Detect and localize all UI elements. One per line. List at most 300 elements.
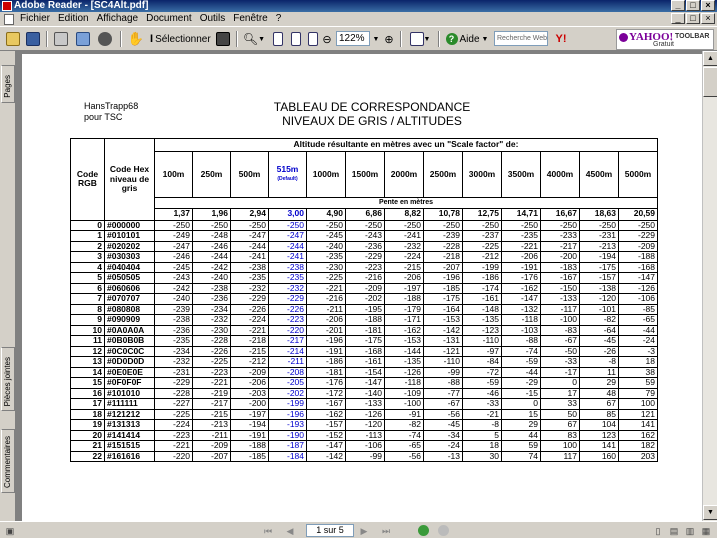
altitude-cell: -246 <box>193 241 231 252</box>
altitude-cell: -188 <box>346 315 385 326</box>
altitude-cell: -211 <box>307 304 346 315</box>
zoom-in-icon: ⊕ <box>384 33 394 46</box>
slope-value: 4,90 <box>307 208 346 220</box>
actual-size-button[interactable] <box>270 30 286 48</box>
scale-factor-label: 1000m <box>312 168 340 179</box>
hex-code-cell: #090909 <box>105 315 155 326</box>
altitude-cell: -74 <box>502 346 541 357</box>
document-icon[interactable] <box>4 14 14 25</box>
header-scale-factor <box>619 152 658 198</box>
altitude-cell: -135 <box>463 315 502 326</box>
altitude-cell: -199 <box>269 399 307 410</box>
chevron-down-icon: ▼ <box>423 35 431 43</box>
yahoo-search-button[interactable] <box>552 30 570 48</box>
title-line-1: TABLEAU DE CORRESPONDANCE <box>273 100 471 114</box>
zoom-out-button[interactable] <box>320 30 334 48</box>
altitude-cell: -65 <box>619 315 658 326</box>
altitude-cell: -101 <box>580 304 619 315</box>
altitude-cell: -235 <box>269 273 307 284</box>
altitude-cell: -243 <box>155 273 193 284</box>
table-row <box>71 336 658 347</box>
rgb-code-cell: 10 <box>71 325 105 336</box>
altitude-cell: -250 <box>580 220 619 231</box>
altitude-cell: 160 <box>580 451 619 462</box>
hex-code-cell: #0E0E0E <box>105 367 155 378</box>
altitude-cell: -106 <box>346 441 385 452</box>
title-line-2: NIVEAUX DE GRIS / ALTITUDES <box>282 114 462 128</box>
altitude-cell: -217 <box>269 336 307 347</box>
altitude-cell: -250 <box>231 220 269 231</box>
altitude-cell: 5 <box>463 430 502 441</box>
altitude-cell: 182 <box>619 441 658 452</box>
table-row <box>71 304 658 315</box>
altitude-cell: 141 <box>580 441 619 452</box>
rgb-code-cell: 2 <box>71 241 105 252</box>
altitude-cell: -229 <box>346 252 385 263</box>
header-scale-factor <box>231 152 269 198</box>
header-scale-factor <box>307 152 346 198</box>
open-button[interactable] <box>4 30 22 48</box>
hex-code-cell: #020202 <box>105 241 155 252</box>
header-code-hex: Code Hex niveau de gris <box>105 139 155 221</box>
scroll-down-button[interactable]: ▼ <box>703 505 717 520</box>
altitude-cell: -106 <box>619 294 658 305</box>
header-scale-factor <box>193 152 231 198</box>
altitude-cell: -113 <box>346 430 385 441</box>
altitude-cell: -191 <box>307 346 346 357</box>
go-back-icon[interactable] <box>418 525 429 536</box>
altitude-cell: 48 <box>580 388 619 399</box>
altitude-cell: -167 <box>307 399 346 410</box>
altitude-cell: -109 <box>385 388 424 399</box>
hex-code-cell: #0F0F0F <box>105 378 155 389</box>
scroll-up-button[interactable]: ▲ <box>703 51 717 66</box>
altitude-cell: -209 <box>193 441 231 452</box>
altitude-cell: -228 <box>155 388 193 399</box>
altitude-cell: -244 <box>269 241 307 252</box>
altitude-cell: -245 <box>155 262 193 273</box>
altitude-cell: -215 <box>193 409 231 420</box>
header-scale-factor <box>502 152 541 198</box>
altitude-cell: -230 <box>193 325 231 336</box>
altitude-cell: -45 <box>424 420 463 431</box>
header-row-span <box>71 139 658 152</box>
altitude-cell: -44 <box>619 325 658 336</box>
altitude-cell: -135 <box>385 357 424 368</box>
altitude-cell: -212 <box>463 252 502 263</box>
altitude-cell: 141 <box>619 420 658 431</box>
table-row <box>71 388 658 399</box>
rgb-code-cell: 14 <box>71 367 105 378</box>
altitude-cell: -213 <box>193 420 231 431</box>
author-block <box>84 101 138 123</box>
altitude-cell: 123 <box>580 430 619 441</box>
altitude-cell: -185 <box>424 283 463 294</box>
altitude-cell: -220 <box>269 325 307 336</box>
altitude-cell: -176 <box>307 378 346 389</box>
menu-fenetre[interactable]: Fenêtre <box>233 13 268 24</box>
altitude-cell: -232 <box>193 315 231 326</box>
altitude-cell: -97 <box>463 346 502 357</box>
altitude-cell: -202 <box>269 388 307 399</box>
altitude-cell: -148 <box>463 304 502 315</box>
altitude-cell: -231 <box>155 367 193 378</box>
altitude-cell: -240 <box>307 241 346 252</box>
web-search-input[interactable]: Recherche Web <box>494 31 548 46</box>
rgb-code-cell: 11 <box>71 336 105 347</box>
altitude-cell: -8 <box>580 357 619 368</box>
hex-code-cell: #121212 <box>105 409 155 420</box>
title-bar <box>0 0 717 12</box>
altitude-cell: 67 <box>541 420 580 431</box>
altitude-cell: -91 <box>385 409 424 420</box>
altitude-cell: -24 <box>424 441 463 452</box>
altitude-cell: -83 <box>541 325 580 336</box>
altitude-cell: -211 <box>193 430 231 441</box>
altitude-cell: -229 <box>231 294 269 305</box>
altitude-cell: -234 <box>193 304 231 315</box>
zoom-input[interactable]: 122% <box>336 31 370 46</box>
altitude-cell: -194 <box>580 252 619 263</box>
altitude-cell: -65 <box>385 441 424 452</box>
altitude-cell: -179 <box>385 304 424 315</box>
altitude-cell: -142 <box>424 325 463 336</box>
altitude-cell: -82 <box>385 420 424 431</box>
altitude-cell: -223 <box>155 430 193 441</box>
help-button[interactable] <box>444 30 490 48</box>
next-page-button[interactable]: ▶ <box>360 526 368 536</box>
hex-code-cell: #0C0C0C <box>105 346 155 357</box>
hex-code-cell: #060606 <box>105 283 155 294</box>
maximize-button[interactable]: □ <box>686 0 700 11</box>
altitude-cell: -21 <box>463 409 502 420</box>
rgb-code-cell: 5 <box>71 273 105 284</box>
zoom-out-icon: ⊖ <box>322 33 332 46</box>
altitude-cell: 59 <box>502 441 541 452</box>
altitude-cell: -220 <box>155 451 193 462</box>
altitude-cell: -133 <box>541 294 580 305</box>
single-page-view-icon[interactable]: ▯ <box>655 526 661 536</box>
table-row <box>71 346 658 357</box>
altitude-cell: 29 <box>580 378 619 389</box>
altitude-cell: -243 <box>346 231 385 242</box>
altitude-cell: -190 <box>269 430 307 441</box>
altitude-cell: -3 <box>619 346 658 357</box>
altitude-cell: -250 <box>155 220 193 231</box>
altitude-cell: -225 <box>463 241 502 252</box>
altitude-cell: -234 <box>155 346 193 357</box>
status-bar <box>0 521 717 538</box>
altitude-cell: -67 <box>424 399 463 410</box>
slope-value: 12,75 <box>463 208 502 220</box>
altitude-cell: -250 <box>463 220 502 231</box>
altitude-cell: -184 <box>269 451 307 462</box>
hand-tool-button[interactable] <box>126 30 146 48</box>
altitude-cell: -99 <box>424 367 463 378</box>
rgb-code-cell: 4 <box>71 262 105 273</box>
altitude-cell: -194 <box>231 420 269 431</box>
tab-attachments-label: Pièces jointes <box>3 356 12 406</box>
page-number-field[interactable]: 1 sur 5 <box>306 524 354 537</box>
altitude-cell: -226 <box>193 346 231 357</box>
altitude-cell: -164 <box>424 304 463 315</box>
altitude-cell: -235 <box>502 231 541 242</box>
tab-pages[interactable] <box>1 65 15 103</box>
altitude-cell: -33 <box>463 399 502 410</box>
altitude-cell: -15 <box>502 388 541 399</box>
fit-width-button[interactable] <box>306 30 320 48</box>
menu-affichage[interactable]: Affichage <box>96 13 139 24</box>
altitude-cell: -147 <box>502 294 541 305</box>
altitude-cell: -140 <box>346 388 385 399</box>
altitude-cell: -168 <box>346 346 385 357</box>
altitude-cell: 74 <box>502 451 541 462</box>
altitude-cell: -208 <box>269 367 307 378</box>
altitude-cell: -231 <box>580 231 619 242</box>
altitude-cell: -123 <box>463 325 502 336</box>
rgb-code-cell: 9 <box>71 315 105 326</box>
altitude-cell: -67 <box>541 336 580 347</box>
slope-value: 6,86 <box>346 208 385 220</box>
minimize-button[interactable]: _ <box>671 0 685 11</box>
table-row <box>71 357 658 368</box>
print-button[interactable] <box>52 30 70 48</box>
adobe-reader-icon <box>2 1 12 11</box>
altitude-cell: -238 <box>193 283 231 294</box>
altitude-cell: -161 <box>463 294 502 305</box>
toolbar-separator <box>120 31 122 47</box>
document-view[interactable] <box>16 51 702 521</box>
menu-edition[interactable]: Edition <box>58 13 89 24</box>
first-page-button[interactable]: ⏮ <box>263 526 273 536</box>
altitude-cell: -248 <box>193 231 231 242</box>
rgb-code-cell: 7 <box>71 294 105 305</box>
scale-factor-label: 4000m <box>546 168 574 179</box>
yahoo-y-icon: Y! <box>555 33 567 45</box>
altitude-cell: -185 <box>231 451 269 462</box>
altitude-cell: -161 <box>346 357 385 368</box>
menu-outils[interactable]: Outils <box>199 13 226 24</box>
fit-page-button[interactable] <box>288 30 304 48</box>
facing-view-icon[interactable]: ▥ <box>685 526 695 536</box>
altitude-cell: -229 <box>269 294 307 305</box>
altitude-cell: -99 <box>346 451 385 462</box>
altitude-cell: -250 <box>424 220 463 231</box>
altitude-cell: -237 <box>463 231 502 242</box>
last-page-button[interactable]: ⏭ <box>381 526 391 536</box>
menu-document[interactable]: Document <box>146 13 192 24</box>
rgb-code-cell: 0 <box>71 220 105 231</box>
altitude-cell: -224 <box>385 252 424 263</box>
altitude-cell: -250 <box>193 220 231 231</box>
altitude-cell: -218 <box>231 336 269 347</box>
hex-code-cell: #070707 <box>105 294 155 305</box>
altitude-cell: -242 <box>193 262 231 273</box>
pdf-page <box>22 54 702 521</box>
email-button[interactable] <box>74 30 92 48</box>
altitude-cell: -188 <box>231 441 269 452</box>
altitude-cell: -56 <box>385 451 424 462</box>
close-button[interactable]: × <box>701 0 715 11</box>
altitude-cell: -206 <box>502 252 541 263</box>
altitude-cell: -250 <box>307 220 346 231</box>
altitude-cell: -110 <box>463 336 502 347</box>
doc-restore-button[interactable]: □ <box>686 13 700 24</box>
menu-fichier[interactable]: Fichier <box>20 13 51 24</box>
zoom-in-button[interactable] <box>382 30 396 48</box>
altitude-cell: -249 <box>155 231 193 242</box>
altitude-cell: -213 <box>580 241 619 252</box>
save-button[interactable] <box>24 30 42 48</box>
altitude-cell: -200 <box>541 252 580 263</box>
scale-factor-label: 4500m <box>585 168 613 179</box>
continuous-view-icon[interactable]: ▤ <box>669 526 679 536</box>
altitude-cell: 11 <box>580 367 619 378</box>
altitude-cell: -131 <box>424 336 463 347</box>
yahoo-toolbar-banner[interactable] <box>616 29 714 50</box>
altitude-cell: -144 <box>385 346 424 357</box>
altitude-cell: -221 <box>307 283 346 294</box>
rgb-code-cell: 20 <box>71 430 105 441</box>
header-code-rgb: Code RGB <box>71 139 105 221</box>
vertical-scrollbar[interactable] <box>702 51 717 521</box>
altitude-cell: -132 <box>502 304 541 315</box>
altitude-cell: -226 <box>269 304 307 315</box>
altitude-cell: -153 <box>385 336 424 347</box>
altitude-cell: -227 <box>155 399 193 410</box>
hex-code-cell: #161616 <box>105 451 155 462</box>
altitude-cell: 38 <box>619 367 658 378</box>
altitude-cell: -216 <box>307 294 346 305</box>
document-properties-icon[interactable]: ▣ <box>5 526 15 536</box>
altitude-cell: -223 <box>193 367 231 378</box>
altitude-cell: -186 <box>463 273 502 284</box>
author-name: HansTrapp68 <box>84 101 139 111</box>
altitude-cell: -29 <box>502 378 541 389</box>
slope-values-row <box>71 208 658 220</box>
hex-code-cell: #010101 <box>105 231 155 242</box>
go-forward-icon[interactable] <box>438 525 449 536</box>
scale-factor-label: 3500m <box>507 168 535 179</box>
continuous-facing-icon[interactable]: ▦ <box>701 526 711 536</box>
altitude-cell: -162 <box>307 409 346 420</box>
altitude-cell: -239 <box>424 231 463 242</box>
altitude-cell: -175 <box>424 294 463 305</box>
altitude-cell: -224 <box>155 420 193 431</box>
tab-pages-label: Pages <box>3 75 12 98</box>
correspondence-table <box>70 138 658 462</box>
find-button[interactable] <box>96 30 114 48</box>
select-label: Sélectionner <box>155 33 211 45</box>
altitude-cell: 100 <box>541 441 580 452</box>
table-row <box>71 399 658 410</box>
table-row <box>71 325 658 336</box>
tab-attachments[interactable] <box>1 347 15 411</box>
altitude-cell: -44 <box>502 367 541 378</box>
altitude-cell: -196 <box>269 409 307 420</box>
yahoo-logo-icon <box>619 33 628 42</box>
scroll-thumb[interactable] <box>703 67 717 97</box>
table-row <box>71 315 658 326</box>
document-title <box>222 100 522 128</box>
altitude-cell: -206 <box>385 273 424 284</box>
altitude-cell: -171 <box>385 315 424 326</box>
altitude-cell: -235 <box>231 273 269 284</box>
altitude-cell: -217 <box>541 241 580 252</box>
slope-value: 1,96 <box>193 208 231 220</box>
toolbar-separator <box>236 31 238 47</box>
snapshot-button[interactable] <box>214 30 232 48</box>
header-scale-factor <box>580 152 619 198</box>
slope-value: 14,71 <box>502 208 541 220</box>
altitude-cell: -247 <box>269 231 307 242</box>
altitude-cell: -232 <box>385 241 424 252</box>
hex-code-cell: #0A0A0A <box>105 325 155 336</box>
altitude-cell: -246 <box>155 252 193 263</box>
altitude-cell: -221 <box>231 325 269 336</box>
altitude-cell: 15 <box>502 409 541 420</box>
altitude-cell: -197 <box>385 283 424 294</box>
altitude-cell: -228 <box>193 336 231 347</box>
camera-icon <box>216 32 230 46</box>
altitude-cell: -118 <box>385 378 424 389</box>
header-scale-factor <box>385 152 424 198</box>
altitude-cell: -241 <box>385 231 424 242</box>
altitude-cell: -142 <box>307 451 346 462</box>
rgb-code-cell: 1 <box>71 231 105 242</box>
altitude-cell: 104 <box>580 420 619 431</box>
previous-page-button[interactable]: ◀ <box>286 526 294 536</box>
altitude-cell: -240 <box>193 273 231 284</box>
menu-help[interactable]: ? <box>275 13 282 24</box>
slope-value: 2,94 <box>231 208 269 220</box>
altitude-cell: -229 <box>619 231 658 242</box>
rgb-code-cell: 19 <box>71 420 105 431</box>
altitude-cell: -157 <box>580 273 619 284</box>
doc-close-button[interactable]: × <box>701 13 715 24</box>
altitude-cell: -216 <box>346 273 385 284</box>
toolbar-separator <box>438 31 440 47</box>
altitude-cell: -196 <box>307 336 346 347</box>
slope-value: 20,59 <box>619 208 658 220</box>
altitude-cell: -223 <box>346 262 385 273</box>
zoom-dropdown[interactable] <box>371 30 381 48</box>
altitude-cell: 67 <box>580 399 619 410</box>
doc-minimize-button[interactable]: _ <box>671 13 685 24</box>
altitude-cell: -183 <box>541 262 580 273</box>
printer-icon <box>54 32 68 46</box>
disk-icon <box>26 32 40 46</box>
window-title: Adobe Reader - [SC4Alt.pdf] <box>14 0 149 11</box>
altitude-cell: 59 <box>619 378 658 389</box>
zoom-tool-button[interactable] <box>242 30 266 48</box>
select-tool-button[interactable] <box>150 30 212 48</box>
hex-code-cell: #030303 <box>105 252 155 263</box>
altitude-cell: -207 <box>193 451 231 462</box>
altitude-cell: -17 <box>541 367 580 378</box>
altitude-cell: -191 <box>231 430 269 441</box>
page-layout-button[interactable] <box>406 30 434 48</box>
altitude-cell: 117 <box>541 451 580 462</box>
rgb-code-cell: 21 <box>71 441 105 452</box>
altitude-cell: -238 <box>155 315 193 326</box>
tab-comments[interactable] <box>1 429 15 493</box>
altitude-cell: -110 <box>424 357 463 368</box>
help-icon: ? <box>446 33 458 45</box>
altitude-cell: -229 <box>155 378 193 389</box>
table-row <box>71 441 658 452</box>
altitude-cell: 18 <box>463 441 502 452</box>
